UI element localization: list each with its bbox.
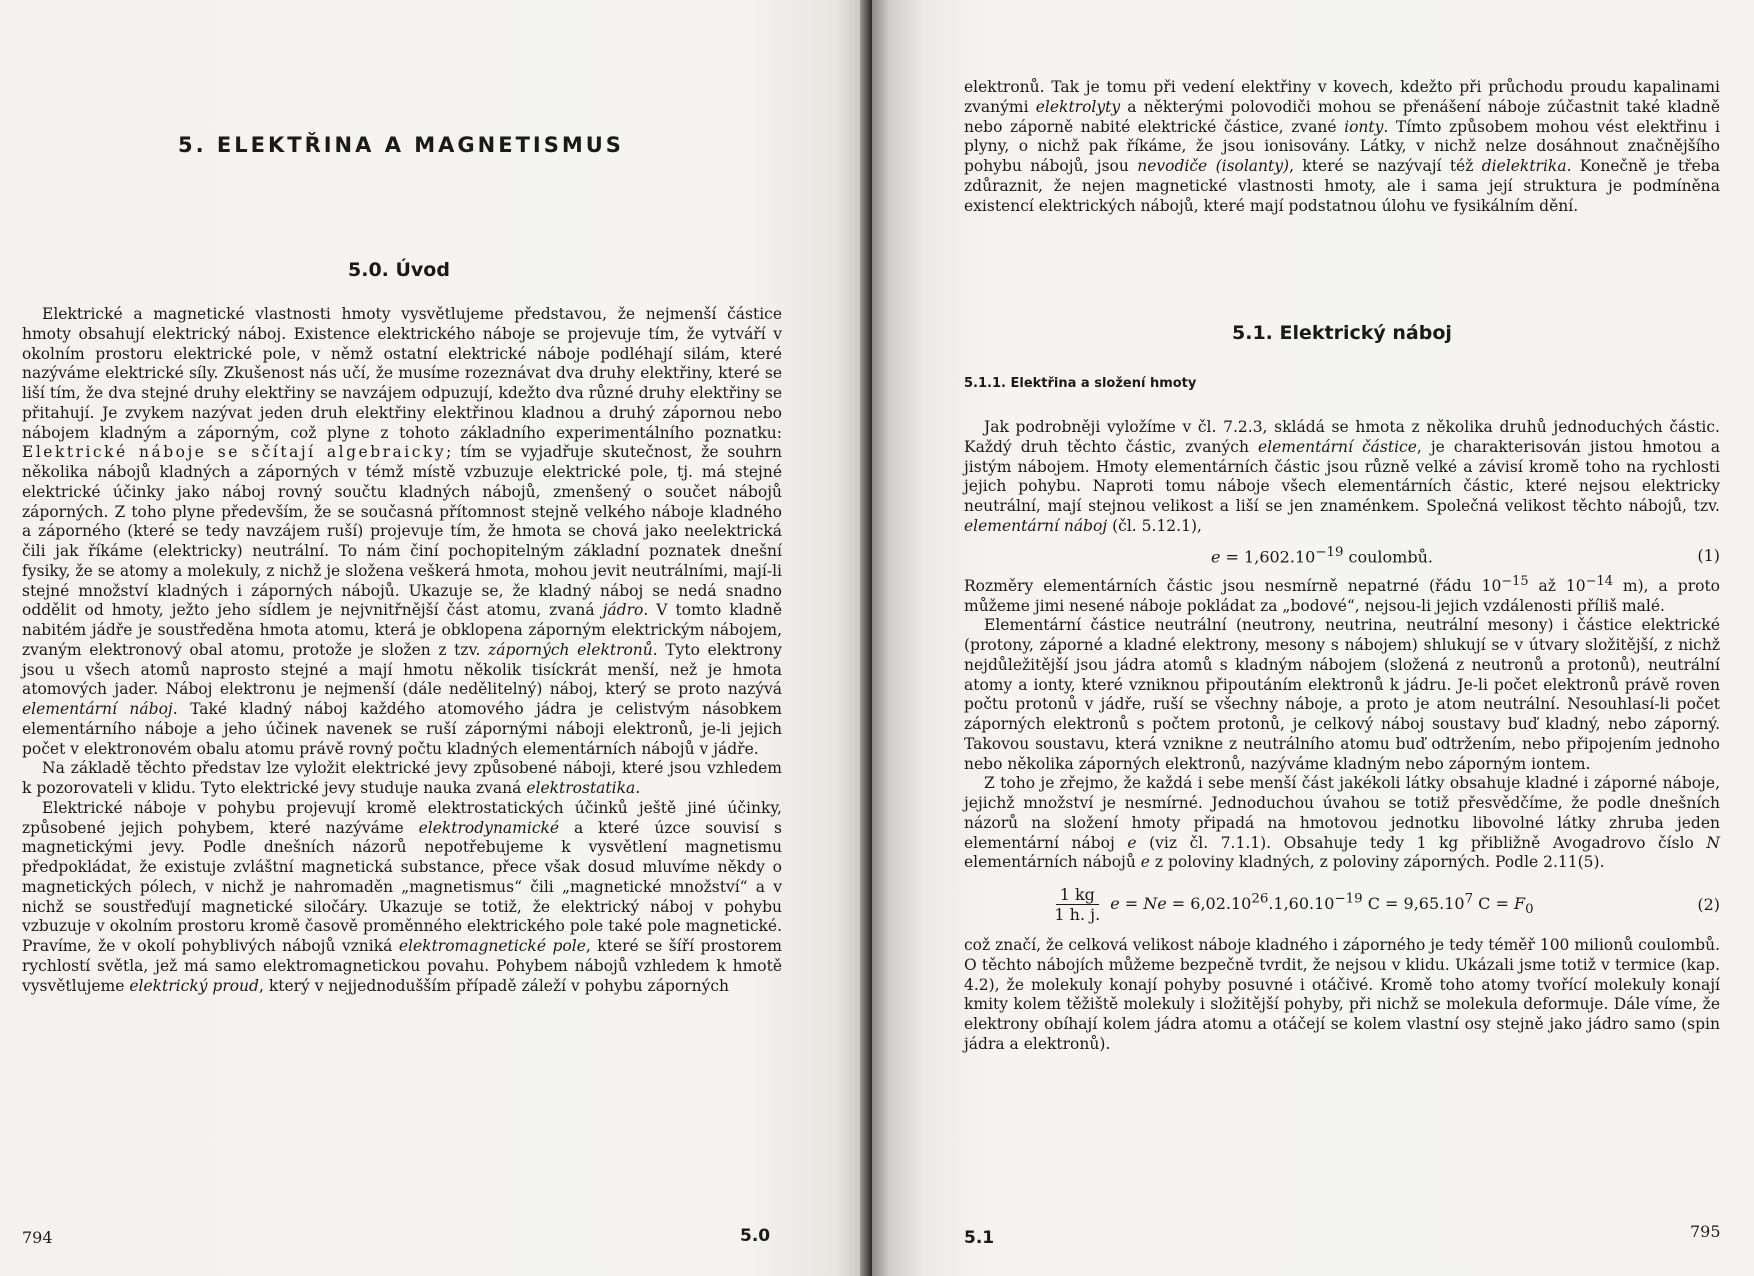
equation-number: (2) (1697, 895, 1720, 915)
paragraph: což značí, že celková velikost náboje kladného i záporného je tedy téměř 100 milionů coulombů. O těchto nábojích můžeme bezpečně tvrdit, že nejsou v klidu. Ukázali jsme totiž v termice (kap. 4.2), že molekuly konají pohyby posuvné i otáčivé. Kromě toho atomy tvořící molekuly konají kmity kolem těžiště molekuly i složitější pohyby, při nichž se molekula deformuje. Dále víme, že elektrony obíhají kolem jádra atomu a otáčejí se kolem vlastní osy stejně jako jádro samo (spin jádra a elektronů). (964, 936, 1720, 1053)
equation-2: $\frac{1 kg}{1 h. j.}$ $e = Ne = 6,02.10^{26}.1,60.10^{-19}$ $C = 9,65.10^7$ $C = F_0$ (2) (964, 885, 1720, 924)
paragraph: elektronů. Tak je tomu při vedení elektřiny v kovech, kdežto při průchodu proudu kapalinami zvanými elektrolyty a některými polovodiči mohou se přenášení náboje zúčastnit také kladně nebo záporně nabité elektrické částice, zvané ionty. Tímto způsobem mohou vést elektřinu i plyny, o nichž pak říkáme, že jsou ionisovány. Látky, v nichž nelze dosáhnout značnějšího pohybu nábojů, jsou nevodiče (isolanty), které se nazývají též dielektrika. Konečně je třeba zdůraznit, že nejen magnetické vlastnosti hmoty, ale i sama její struktura je podmíněna existencí elektrických nábojů, které mají podstatnou úlohu ve fysikálním dění. (964, 78, 1720, 215)
right-body-text (964, 418, 1720, 1055)
left-page (0, 0, 872, 1276)
subsection-title: 5.1.1. Elektřina a složení hmoty (964, 376, 1197, 391)
section-title-intro: 5.0. Úvod (348, 259, 450, 281)
paragraph: Elektrické a magnetické vlastnosti hmoty vysvětlujeme představou, že nejmenší částice hmoty obsahují elektrický náboj. Existence elektrického náboje se projevuje tím, že vytváří v okolním prostoru elektrické pole, v němž ostatní elektrické náboje podléhají silám, které nazýváme elektrické síly. Zkušenost nás učí, že musíme rozeznávat dva druhy elektřiny, které se liší tím, že dva stejné druhy elektřiny se navzájem odpuzují, kdežto dva různé druhy elektřiny se přitahují. Je zvykem nazývat jeden druh elektřiny elektřinou kladnou a druhý zápornou nebo nábojem kladným a záporným, což plyne z tohoto základního experimentálního poznatku: Elektrické náboje se sčítají algebraicky; tím se vyjadřuje skutečnost, že souhrn několika nábojů kladných a záporných v témž místě vzbuzuje elektrické pole, tj. má stejné elektrické účinky jako náboj rovný součtu kladných nábojů, zmenšený o součet nábojů záporných. Z toho plyne především, že se současná přítomnost stejně velkého náboje kladného a záporného (které se tedy navzájem ruší) projevuje tím, že hmota se chová jako neelektrická čili jak říkáme (elektricky) neutrální. To nám činí pochopitelným základní poznatek dnešní fysiky, že se atomy a molekuly, z nichž je složena veškerá hmota, mohou jevit neutrálními, mají-li stejné množství kladných i záporných nábojů. Ukazuje se, že kladný náboj se nedá snadno oddělit od hmoty, ježto jeho sídlem je nejvnitřnější část atomu, zvaná jádro. V tomto kladně nabitém jádře je soustředěna hmota atomu, která je obklopena záporným elektrickým nábojem, zvaným elektronový obal atomu, protože je složen z tzv. záporných elektronů. Tyto elektrony jsou u všech atomů naprosto stejné a mají hmotu několik tisíckrát menší, než je hmota atomových jader. Náboj elektronu je nejmenší (dále nedělitelný) náboj, který se proto nazývá elementární náboj. Také kladný náboj každého atomového jádra je celistvým násobkem elementárního náboje a jeho účinek navenek se ruší zápornými náboji elektronů, je-li jejich počet v elektronovém obalu atomu právě rovný počtu kladných elementárních nábojů v jádře. (22, 305, 783, 758)
chapter-title: 5. ELEKTŘINA A MAGNETISMUS (178, 133, 624, 157)
paragraph: Na základě těchto představ lze vyložit elektrické jevy způsobené náboji, které jsou vzhledem k pozorovateli v klidu. Tyto elektrické jevy studuje nauka zvaná elektrostatika. (22, 759, 782, 797)
paragraph: Elektrické náboje v pohybu projevují kromě elektrostatických účinků ještě jiné účinky, způsobené jejich pohybem, které nazýváme elektrodynamické a které úzce souvisí s magnetickými jevy. Podle dnešních názorů nepotřebujeme k vysvětlení magnetismu předpokládat, že existuje zvláštní magnetická substance, přece však dosud mluvíme někdy o magnetických pólech, v nichž je nahromaděn „magnetismus“ čili „magnetické množství“ a v nichž se soustřeďují magnetické siločáry. Ukazuje se totiž, že elektrický náboj v pohybu vzbuzuje v okolním prostoru kromě časově proměnného elektrického pole také pole magnetické. Pravíme, že v okolí pohyblivých nábojů vzniká elektromagnetické pole, které se šíří prostorem rychlostí světla, jež má samo elektromagnetickou povahu. Pohybem nábojů vzhledem k hmotě vysvětlujeme elektrický proud, který v nejjednodušším případě záleží v pohybu záporných (22, 798, 783, 995)
equation-number: (1) (1697, 545, 1720, 565)
section-title-charge: 5.1. Elektrický náboj (1232, 322, 1452, 344)
paragraph: Rozměry elementárních částic jsou nesmírně nepatrné (řádu $10^{-15}$ až $10^{-14}$ m), a proto můžeme jimi nesené náboje pokládat za „bodové“, nejsou-li jejich vzdálenosti příliš malé. (964, 573, 1721, 615)
fraction: $\frac{1 kg}{1 h. j.}$ (1054, 885, 1101, 925)
paragraph: Z toho je zřejmo, že každá i sebe menší část jakékoli látky obsahuje kladné i záporné náboje, jejichž množství je nesmírné. Jednoduchou úvahou se totiž přesvědčíme, že podle dnešních názorů na složení hmoty připadá na hmotovou jednotku libovolné látky zhruba jeden elementární náboj e (viz čl. 7.1.1). Obsahuje tedy 1 kg přibližně Avogadrovo číslo N elementárních nábojů e z poloviny kladných, z poloviny záporných. Podle 2.11(5). (964, 774, 1720, 872)
right-body-text-top (964, 78, 1720, 216)
right-page (872, 0, 1754, 1276)
equation-1: $e = 1,602.10^{-19}$ coulombů. (1) (1211, 544, 1720, 566)
paragraph: Elementární částice neutrální (neutrony, neutrina, neutrální mesony) i částice elektrické (protony, záporné a kladné elektrony, mesony s nábojem) shlukují se v útvary složitější, z nichž nejdůležitější jsou jádra atomů s kladným nábojem (složená z neutronů a protonů), neutrální atomy a ionty, které vzniknou připoutáním elektronů k jádru. Je-li počet elektronů právě roven počtu protonů v jádře, ruší se všechny náboje, a proto je atom neutrální. Nesouhlasí-li počet záporných elektronů s počtem protonů, je celkový náboj soustavy buď kladný, nebo záporný. Takovou soustavu, která vznikne z neutrálního atomu buď odtržením, nebo připojením jednoho nebo několika záporných elektronů, nazýváme kladným nebo záporným iontem. (964, 616, 1720, 773)
left-body-text (22, 305, 782, 996)
section-marker-right: 5.1 (964, 1228, 995, 1248)
page-number-right: 795 (1690, 1222, 1721, 1241)
paragraph: Jak podrobněji vyložíme v čl. 7.2.3, skládá se hmota z několika druhů jednoduchých částic. Každý druh těchto částic, zvaných elementární částice, je charakterisován jistou hmotou a jistým nábojem. Hmoty elementárních částic jsou různě velké a závisí kromě toho na rychlosti jejich pohybu. Naproti tomu náboje všech elementárních částic, které nejsou elektricky neutrální, mají stejnou velikost a liší se jen znaménkem. Společná velikost těchto nábojů, tzv. elementární náboj (čl. 5.12.1), (964, 418, 1720, 535)
section-marker-left: 5.0 (740, 1226, 771, 1246)
page-number-left: 794 (22, 1228, 53, 1247)
